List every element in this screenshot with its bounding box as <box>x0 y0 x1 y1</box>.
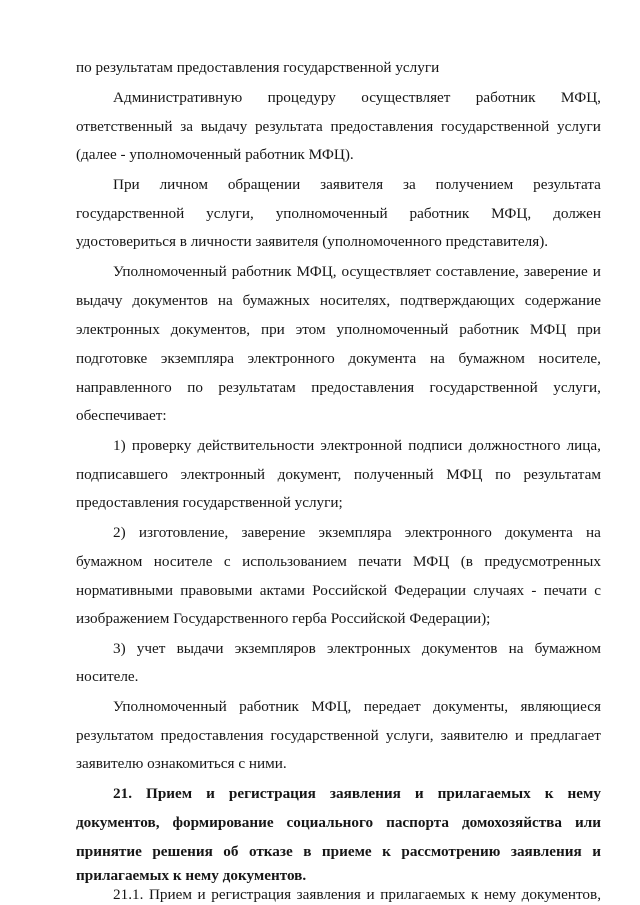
text-line <box>76 117 601 137</box>
word: этом <box>295 321 326 338</box>
word: домохозяйства <box>461 814 562 831</box>
word: на <box>429 350 445 367</box>
word: уполномоченный <box>275 205 388 222</box>
word: услуги <box>557 118 601 135</box>
word: и <box>592 263 601 280</box>
word: Административную <box>113 89 243 106</box>
word: - <box>531 582 537 599</box>
word: 3) <box>113 640 126 657</box>
text-line: обеспечивает: <box>76 407 167 424</box>
word: учет <box>136 640 166 657</box>
text-line <box>76 349 601 369</box>
word: и <box>197 886 206 903</box>
word: государственной <box>429 379 538 396</box>
text-line <box>113 88 601 108</box>
word: ответственный <box>76 118 173 135</box>
word: электронного <box>404 524 492 541</box>
text-line <box>113 262 601 282</box>
word: документов <box>421 640 498 657</box>
text-line: заявителю ознакомиться с ними. <box>76 755 287 772</box>
word: услуги, <box>206 205 254 222</box>
word: выдачу <box>200 118 248 135</box>
word: нормативными <box>76 582 173 599</box>
section-heading-line: прилагаемых к нему документов. <box>76 867 307 884</box>
text-line <box>113 436 601 456</box>
word: результата <box>254 118 323 135</box>
word: результата <box>533 176 601 193</box>
word: МФЦ, <box>491 205 532 222</box>
word: заявления <box>329 785 401 802</box>
word: являющиеся <box>520 698 601 715</box>
word: регистрация <box>228 785 316 802</box>
word: и <box>366 886 375 903</box>
word: и <box>206 785 215 802</box>
word: МФЦ, <box>311 698 352 715</box>
word: Прием <box>148 886 192 903</box>
word: подписи <box>408 437 463 454</box>
word: документов, <box>76 814 160 831</box>
word: полученный <box>353 466 434 483</box>
text-line <box>76 378 601 398</box>
word: при <box>577 321 601 338</box>
text-line <box>76 465 601 485</box>
word: и <box>515 727 524 744</box>
word: подготовке <box>76 350 148 367</box>
word: по <box>495 466 511 483</box>
text-line: удостовериться в личности заявителя (уполномоченного представителя). <box>76 233 549 250</box>
word: (в <box>460 553 473 570</box>
word: результатам <box>218 379 296 396</box>
word: уполномоченный <box>336 321 449 338</box>
word: документа <box>348 350 417 367</box>
word: изготовление, <box>138 524 229 541</box>
word: электронный <box>180 466 265 483</box>
word: МФЦ <box>446 466 483 483</box>
word: экземпляра <box>160 350 234 367</box>
word: МФЦ, <box>560 89 601 106</box>
word: и <box>414 785 424 802</box>
word: документов <box>132 292 208 309</box>
word: МФЦ <box>412 553 450 570</box>
word: документов, <box>521 886 601 903</box>
word: 1) <box>113 437 126 454</box>
word: бумажном <box>458 350 525 367</box>
section-heading-line <box>76 813 601 833</box>
word: 21.1. <box>113 886 144 903</box>
word: документов, <box>170 321 251 338</box>
word: носителе, <box>538 350 601 367</box>
word: передает <box>363 698 421 715</box>
text-line <box>113 697 601 717</box>
word: экземпляров <box>234 640 316 657</box>
text-line <box>113 639 601 659</box>
word: носителе <box>153 553 213 570</box>
text-line: изображением Государственного герба Российской Федерации); <box>76 610 491 627</box>
word: к <box>544 785 554 802</box>
text-line: носителе. <box>76 668 139 685</box>
word: в <box>303 843 312 860</box>
word: должен <box>553 205 601 222</box>
word: за <box>180 118 193 135</box>
word: заявления <box>296 886 361 903</box>
word: Федерации <box>394 582 467 599</box>
word: выдачи <box>176 640 224 657</box>
word: содержание <box>524 292 601 309</box>
word: Прием <box>146 785 193 802</box>
word: Уполномоченный <box>113 263 227 280</box>
word: направленного <box>76 379 172 396</box>
word: прилагаемых <box>437 785 531 802</box>
text-line <box>76 204 601 224</box>
word: использованием <box>242 553 347 570</box>
word: электронных <box>326 640 411 657</box>
word: решения <box>152 843 213 860</box>
word: работник <box>239 698 299 715</box>
word: бумажном <box>76 553 143 570</box>
text-line <box>113 523 601 543</box>
word: принятие <box>76 843 142 860</box>
word: предоставления <box>330 118 434 135</box>
word: выдачу <box>76 292 123 309</box>
word: предусмотренных <box>484 553 601 570</box>
word: за <box>402 176 416 193</box>
word: предоставления <box>311 379 415 396</box>
text-line: предоставления государственной услуги; <box>76 494 343 511</box>
word: При <box>113 176 140 193</box>
word: государственной <box>76 205 185 222</box>
word: работник <box>409 205 470 222</box>
word: 2) <box>113 524 126 541</box>
word: бумажном <box>534 640 601 657</box>
word: 21. <box>113 785 132 802</box>
word: паспорта <box>386 814 449 831</box>
word: об <box>223 843 239 860</box>
word: печати <box>358 553 402 570</box>
word: заявителю <box>440 727 508 744</box>
word: актами <box>259 582 305 599</box>
word: электронной <box>320 437 403 454</box>
word: должностного <box>468 437 561 454</box>
section-heading-line <box>113 784 601 804</box>
word: работник <box>231 263 292 280</box>
word: на <box>586 524 601 541</box>
word: регистрация <box>211 886 292 903</box>
word: проверку <box>131 437 192 454</box>
word: приеме <box>321 843 372 860</box>
word: процедуру <box>267 89 336 106</box>
word: результатам <box>523 466 601 483</box>
word: с <box>594 582 601 599</box>
word: осуществляет <box>361 89 451 106</box>
word: МФЦ, <box>296 263 337 280</box>
word: государственной <box>441 118 550 135</box>
word: электронного <box>247 350 335 367</box>
text-line: (далее - уполномоченный работник МФЦ). <box>76 146 354 163</box>
word: действительности <box>197 437 315 454</box>
word: Российской <box>312 582 388 599</box>
text-line <box>76 581 601 601</box>
word: заверение <box>523 263 588 280</box>
text-line <box>76 291 601 311</box>
word: нему <box>567 785 601 802</box>
word: по <box>187 379 203 396</box>
word: подтверждающих <box>400 292 515 309</box>
text-line <box>76 320 601 340</box>
word: к <box>471 886 479 903</box>
word: экземпляра <box>318 524 392 541</box>
text-line <box>76 726 601 746</box>
word: заявления <box>510 843 582 860</box>
word: бумажных <box>242 292 310 309</box>
word: заявителя <box>320 176 384 193</box>
word: предоставления <box>160 727 264 744</box>
word: печати <box>543 582 587 599</box>
word: подписавшего <box>76 466 168 483</box>
word: носителях, <box>319 292 391 309</box>
word: на <box>217 292 233 309</box>
word: результатом <box>76 727 154 744</box>
word: или <box>574 814 601 831</box>
word: услуги, <box>385 727 434 744</box>
word: заверение <box>241 524 306 541</box>
word: МФЦ <box>529 321 567 338</box>
word: личном <box>159 176 208 193</box>
word: работник <box>475 89 536 106</box>
word: составление, <box>435 263 519 280</box>
word: и <box>592 843 601 860</box>
word: государственной <box>270 727 379 744</box>
text-line: по результатам предоставления государственной услуги <box>76 59 440 76</box>
word: при <box>260 321 285 338</box>
word: на <box>508 640 524 657</box>
section-heading-line <box>76 842 601 862</box>
word: электронных <box>76 321 160 338</box>
word: социального <box>286 814 374 831</box>
word: прилагаемых <box>380 886 466 903</box>
word: правовыми <box>180 582 253 599</box>
word: обращении <box>227 176 301 193</box>
word: документа <box>504 524 573 541</box>
word: Уполномоченный <box>113 698 227 715</box>
text-line <box>113 175 601 195</box>
word: случаях <box>473 582 525 599</box>
word: отказе <box>248 843 293 860</box>
word: получением <box>435 176 514 193</box>
text-line <box>113 885 601 905</box>
text-line <box>76 552 601 572</box>
word: работник <box>459 321 519 338</box>
word: формирование <box>172 814 274 831</box>
word: документ, <box>277 466 342 483</box>
word: документы, <box>433 698 509 715</box>
word: осуществляет <box>341 263 431 280</box>
word: услуги, <box>553 379 601 396</box>
word: предлагает <box>530 727 601 744</box>
word: рассмотрению <box>401 843 501 860</box>
word: лица, <box>566 437 601 454</box>
word: с <box>223 553 231 570</box>
word: к <box>382 843 391 860</box>
word: нему <box>484 886 517 903</box>
